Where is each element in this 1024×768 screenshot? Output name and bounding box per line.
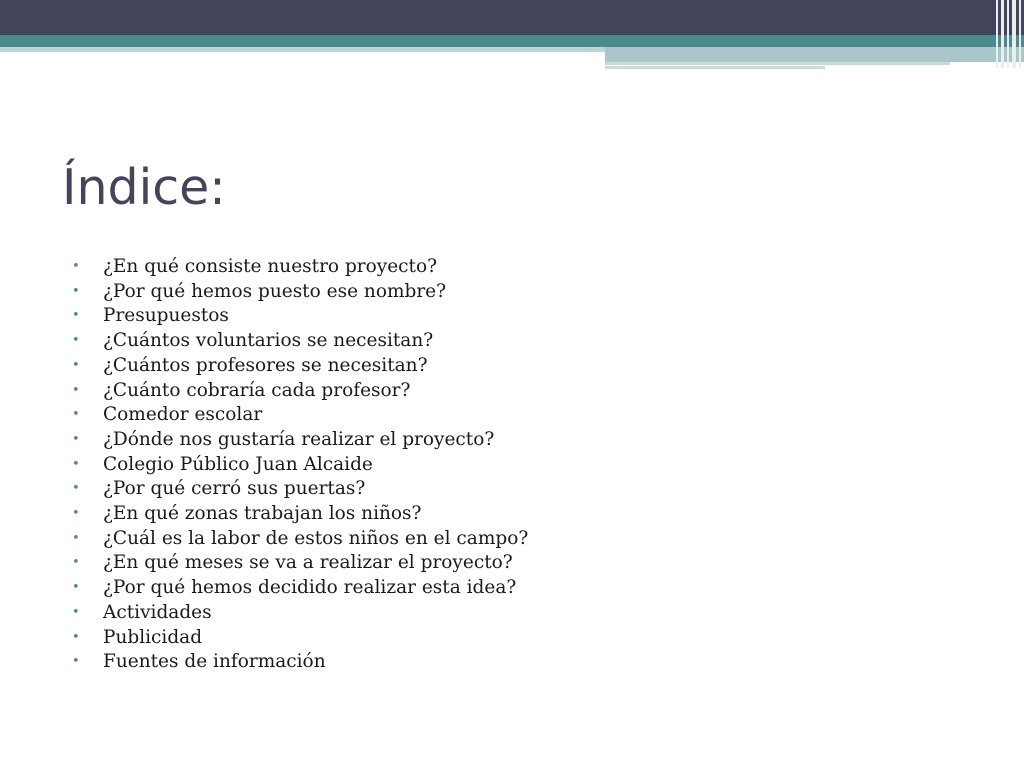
bullet-icon: • [72, 431, 80, 447]
bullet-icon: • [72, 555, 80, 571]
list-item-text: Publicidad [103, 626, 203, 648]
bullet-icon: • [72, 629, 80, 645]
header-accent-line [605, 62, 950, 65]
list-item-text: Presupuestos [103, 305, 229, 327]
list-item [72, 428, 528, 453]
list-item [72, 403, 528, 428]
list-item [72, 280, 528, 305]
slide-title: Índice: [62, 159, 226, 216]
list-item-text: ¿Dónde nos gustaría realizar el proyecto? [103, 428, 495, 450]
list-item [72, 650, 528, 675]
bullet-icon: • [72, 530, 80, 546]
list-item-text: ¿En qué meses se va a realizar el proyecto? [103, 552, 513, 574]
list-item-text: Fuentes de información [103, 651, 326, 673]
list-item [72, 329, 528, 354]
list-item-text: Actividades [103, 601, 212, 623]
list-item [72, 626, 528, 651]
list-item-text: ¿Cuál es la labor de estos niños en el campo? [103, 527, 529, 549]
bullet-icon: • [72, 259, 80, 274]
list-item [72, 551, 528, 576]
list-item-text: ¿Cuánto cobraría cada profesor? [103, 379, 411, 401]
list-item-text: Comedor escolar [103, 404, 263, 426]
list-item [72, 477, 528, 502]
bullet-icon: • [72, 382, 80, 398]
list-item-text: ¿Por qué hemos puesto ese nombre? [103, 280, 447, 302]
bullet-icon: • [72, 308, 80, 324]
list-item [72, 255, 528, 280]
list-item [72, 527, 528, 552]
index-bullet-list [72, 255, 528, 675]
list-item [72, 601, 528, 626]
header-accent-block [605, 47, 1024, 62]
list-item-text: ¿Cuántos voluntarios se necesitan? [103, 330, 434, 352]
list-item [72, 576, 528, 601]
list-item-text: ¿Por qué hemos decidido realizar esta idea? [103, 577, 517, 599]
list-item-text: ¿En qué zonas trabajan los niños? [103, 503, 422, 525]
bullet-icon: • [72, 654, 80, 670]
list-item-text: ¿En qué consiste nuestro proyecto? [103, 256, 438, 277]
header-light-stripe [0, 47, 605, 52]
bullet-icon: • [72, 456, 80, 472]
list-item [72, 354, 528, 379]
header-accent-line [605, 66, 825, 69]
bullet-icon: • [72, 407, 80, 423]
bullet-icon: • [72, 506, 80, 522]
bullet-icon: • [72, 481, 80, 497]
list-item [72, 304, 528, 329]
header-dark-band [0, 0, 1024, 35]
bullet-icon: • [72, 580, 80, 596]
header-vertical-lines [994, 0, 1024, 68]
bullet-icon: • [72, 333, 80, 349]
bullet-icon: • [72, 283, 80, 299]
header-teal-band [0, 35, 1024, 47]
list-item [72, 379, 528, 404]
bullet-icon: • [72, 357, 80, 373]
list-item-text: Colegio Público Juan Alcaide [103, 453, 373, 475]
list-item-text: ¿Cuántos profesores se necesitan? [103, 354, 428, 376]
list-item [72, 502, 528, 527]
list-item-text: ¿Por qué cerró sus puertas? [103, 478, 366, 500]
list-item [72, 453, 528, 478]
bullet-icon: • [72, 604, 80, 620]
